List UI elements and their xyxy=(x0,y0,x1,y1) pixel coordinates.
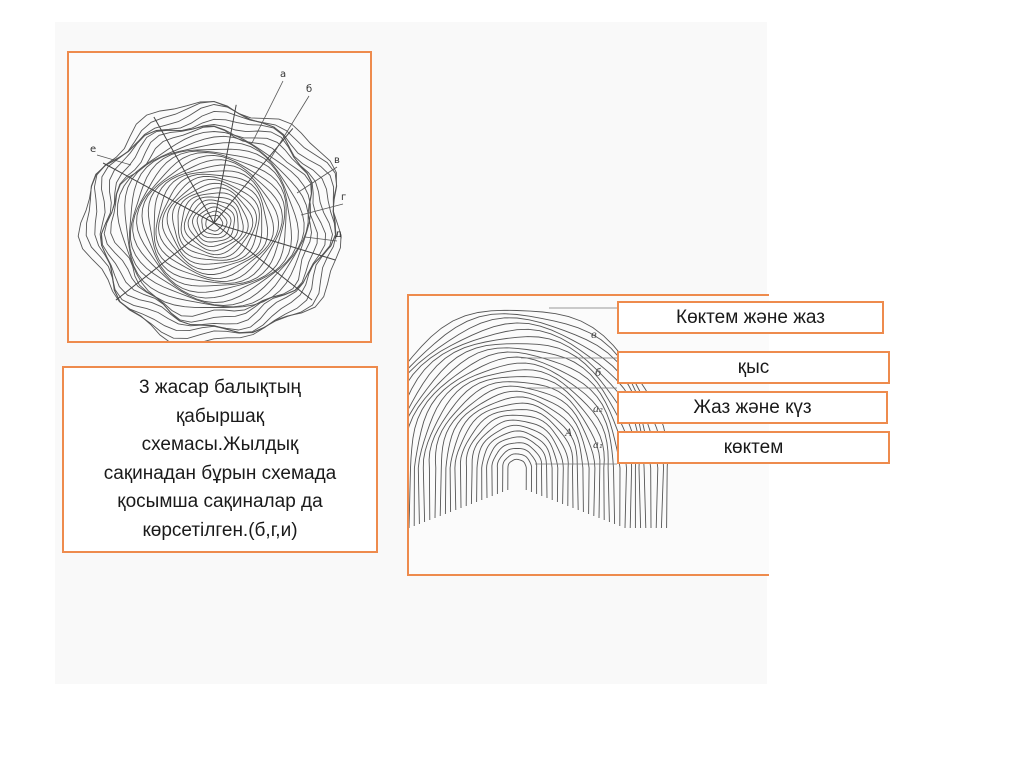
rings-letter-a2: а₂ xyxy=(593,404,603,415)
rings-letter-b: б xyxy=(595,368,602,379)
scale-ring xyxy=(86,101,337,338)
arch-ring xyxy=(450,397,583,512)
scale-letter-e: е xyxy=(90,144,97,155)
arch-ring xyxy=(423,370,609,522)
arch-ring xyxy=(508,459,527,490)
scale-letter-v: в xyxy=(334,155,340,166)
scale-radius xyxy=(214,105,236,223)
label-summer-autumn: Жаз және күз xyxy=(617,391,888,424)
arch-ring xyxy=(435,382,600,518)
caption-text: 3 жасар балықтың қабыршақ схемасы.Жылдық сақинадан бұрын схемада қосымша сақиналар да көрсетілген.(б,г,и) xyxy=(103,377,337,541)
rings-letter-A: А xyxy=(565,428,573,439)
arch-ring xyxy=(471,420,563,504)
label-spring-summer: Көктем және жаз xyxy=(617,301,884,334)
arch-ring xyxy=(487,437,547,498)
scale-letter-d: д xyxy=(335,229,342,240)
rings-letter-a1: а₁ xyxy=(593,440,603,451)
scale-ring xyxy=(178,188,253,258)
scale-ring xyxy=(162,176,261,269)
scale-letter-g: г xyxy=(341,192,347,203)
arch-ring xyxy=(455,403,578,510)
scale-leader-line xyxy=(97,155,131,165)
label-winter: қыс xyxy=(617,351,890,384)
rings-letter-v: в xyxy=(591,330,597,341)
scale-letter-b: б xyxy=(306,84,313,95)
arch-ring xyxy=(492,443,542,496)
caption-box xyxy=(62,366,378,553)
scale-ring xyxy=(102,125,326,325)
arch-ring xyxy=(409,344,636,528)
label-spring: көктем xyxy=(617,431,890,464)
scale-letter-a: а xyxy=(280,69,287,80)
fish-scale-drawing xyxy=(69,53,370,341)
fish-scale-figure xyxy=(67,51,372,343)
